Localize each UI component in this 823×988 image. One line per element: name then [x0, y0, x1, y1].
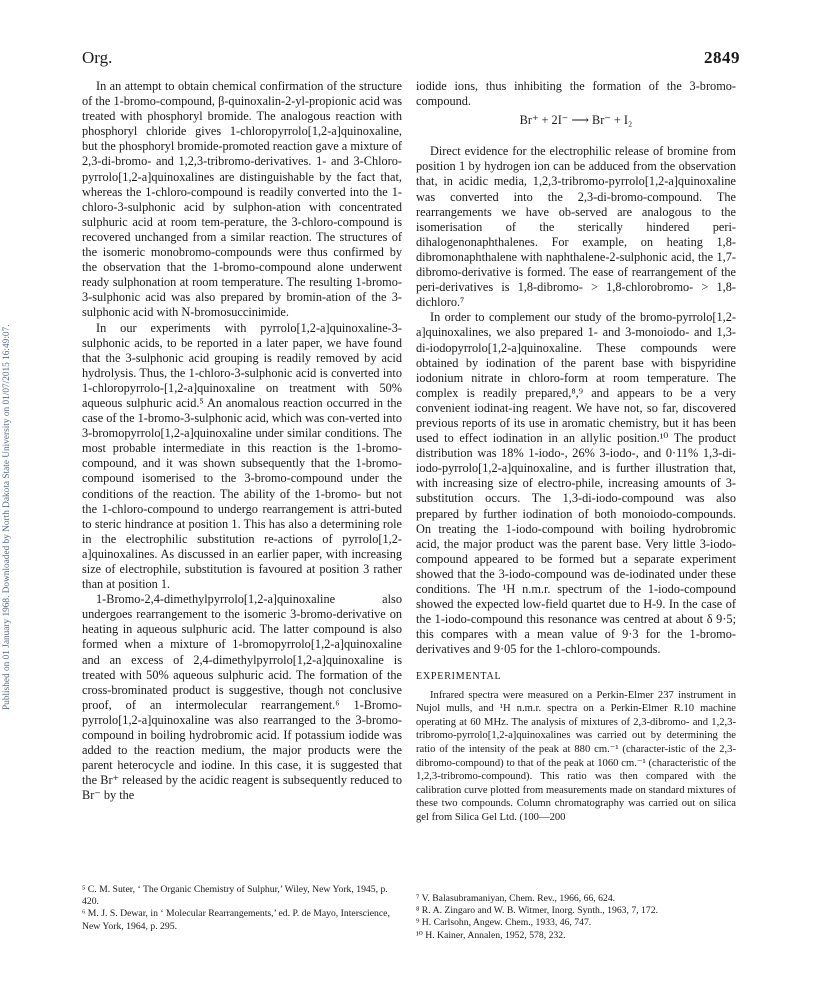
- footnotes-left: [82, 884, 404, 933]
- download-notice: Published on 01 January 1968. Downloaded by North Dakota State University on 01/07/2015 16:49:07.: [2, 324, 12, 710]
- footnote: ⁷ V. Balasubramaniyan, Chem. Rev., 1966, 66, 624.: [416, 893, 616, 904]
- section-heading-experimental: EXPERIMENTAL: [416, 671, 502, 683]
- footnote: ⁵ C. M. Suter, ‘ The Organic Chemistry of Sulphur,’ Wiley, New York, 1945, p. 420.: [82, 884, 388, 908]
- footnote: ⁹ H. Carlsohn, Angew. Chem., 1933, 46, 747.: [416, 917, 592, 929]
- paragraph: 1-Bromo-2,4-dimethylpyrrolo[1,2-a]quinoxaline also undergoes rearrangement to the isomeric 3-bromo-derivative on heating in aqueous sulphuric acid. The latter compound is also formed when a mixture of 1-bromopyrrolo[1,2-a]quinoxaline and an excess of 2,4-dimethylpyrrolo[1,2-a]quinoxaline is treated with 50% aqueous sulphuric acid. The formation of the cross-brominated product is suggestive, though not conclusive proof, of an intermolecular rearrangement.⁶ 1-Bromo-pyrrolo[1,2-a]quinoxaline was also rearranged to the 3-bromo-compound in boiling hydrobromic acid. If potassium iodide was added to the reaction medium, the major products were the parent heterocycle and iodine. In this case, it is suggested that the Br⁺ released by the acidic reagent is subsequently reduced to Br⁻ by the: [82, 592, 402, 803]
- paragraph: In order to complement our study of the bromo-pyrrolo[1,2-a]quinoxalines, we also prepared 1- and 3-monoiodo- and 1,3-di-iodopyrrolo[1,2-a]quinoxaline. These compounds were obtained by iodination of the parent base with bispyridine iodonium nitrate in chloro-form at room temperature. The complex is readily prepared,⁸,⁹ and appears to be a very convenient iodinat-ing reagent. We have not, so far, discovered previous reports of its use in aromatic chemistry, but it has been used to effect iodination in an allylic position.¹⁰ The product distribution was 18% 1-iodo-, 26% 3-iodo-, and 0·11% 1,3-di-iodo-pyrrolo[1,2-a]quinoxaline, and is further illustration that, with increasing size of electro-phile, increasing amounts of 3-substitution occurs. The 1,3-di-iodo-compound was also prepared by further iodination of both monoiodo-compounds. On treating the 1-iodo-compound with boiling hydrobromic acid, the major product was the parent base. Very little 3-iodo-compound appeared to be formed but a separate experiment showed that the 3-iodo-compound was de-iodinated under these conditions. The ¹H n.m.r. spectrum of the 1-iodo-compound showed the expected low-field quartet due to H-9. In the case of the 1-iodo-compound this resonance was centred at about δ 9·5; this compares with a mean value of 9·3 for the 1-bromo-derivatives and 9·05 for the 1-chloro-compounds.: [416, 310, 736, 657]
- paragraph: In an attempt to obtain chemical confirmation of the structure of the 1-bromo-compound, β-quinoxalin-2-yl-propionic acid was treated with phosphoryl bromide. The analogous reaction with phosphoryl chloride gives 1-chloropyrrolo[1,2-a]quinoxaline, but the phosphoryl bromide-promoted reaction gave a mixture of 2,3-di-bromo- and 1,2,3-tribromo-derivatives. 1- and 3-Chloro-pyrrolo[1,2-a]quinoxalines are distinguishable by the fact that, whereas the 1-chloro-compound is readily converted into the 1-chloro-3-sulphonic acid by sulphon-ation with concentrated sulphuric acid at room tem-perature, the 3-chloro-compound is recovered unchanged from a similar reaction. The structures of the isomeric monobromo-compounds were thus confirmed by the observation that the 1-bromo-compound alone underwent ready sulphonation at room temperature. The resulting 1-bromo-3-sulphonic acid was also prepared by bromin-ation of the 3-sulphonic acid with N-bromosuccinimide.: [82, 79, 402, 320]
- footnote: ⁶ M. J. S. Dewar, in ‘ Molecular Rearrangements,’ ed. P. de Mayo, Interscience, New York, 1964, p. 295.: [82, 908, 390, 932]
- paragraph: In our experiments with pyrrolo[1,2-a]quinoxaline-3-sulphonic acids, to be reported in a later paper, we have found that the 3-sulphonic acid grouping is readily removed by acid hydrolysis. Thus, the 1-chloro-3-sulphonic acid is converted into 1-chloropyrrolo-[1,2-a]quinoxaline on treatment with 50% aqueous sulphuric acid.⁵ An anomalous reaction occurred in the case of the 1-bromo-3-sulphonic acid, which was con-verted into 3-bromopyrrolo[1,2-a]quinoxaline under similar conditions. The most probable intermediate in this reaction is the 1-bromo-compound, and it was shown subsequently that the 1-bromo-compound isomerised to the 3-bromo-compound under the conditions of the reaction. The ability of the 1-bromo- but not the 1-chloro-compound to undergo rearrangement is attri-buted to steric hindrance at position 1. This has also a determining role in the electrophilic substitution re-actions of pyrrolo[1,2-a]quinoxalines. As discussed in an earlier paper, with increasing size of electrophile, substitution is favoured at position 3 rather than at position 1.: [82, 320, 402, 592]
- reaction-equation: Br⁺ + 2I⁻ ⟶ Br⁻ + I₂: [519, 113, 633, 128]
- page-number: 2849: [704, 48, 740, 67]
- footnotes-right: [416, 893, 746, 942]
- footnote: ¹⁰ H. Kainer, Annalen, 1952, 578, 232.: [416, 929, 566, 941]
- download-watermark: [2, 150, 16, 710]
- journal-name: Org.: [82, 48, 113, 67]
- left-column: [82, 79, 402, 804]
- paragraph-continuation: iodide ions, thus inhibiting the formation of the 3-bromo-compound.: [416, 79, 736, 109]
- footnote: ⁸ R. A. Zingaro and W. B. Witmer, Inorg. Synth., 1963, 7, 172.: [416, 905, 658, 917]
- experimental-paragraph: Infrared spectra were measured on a Perkin-Elmer 237 instrument in Nujol mulls, and ¹H n.m.r. spectra on a Perkin-Elmer R.10 machine operating at 60 MHz. The analysis of mixtures of 2,3-dibromo- and 1,2,3-tribromo-pyrrolo[1,2-a]quinoxalines was carried out by determining the ratio of the intensity of the peak at 880 cm.⁻¹ (character-istic of the 2,3-dibromo-compound) to that of the peak at 1060 cm.⁻¹ (characteristic of the 1,2,3-tribromo-compound). This ratio was then compared with the calibration curve plotted from measurements made on standard mixtures of these two compounds. Column chromatography was carried out on silica gel from Silica Gel Ltd. (100—200: [416, 689, 736, 823]
- paragraph: Direct evidence for the electrophilic release of bromine from position 1 by hydrogen ion can be adduced from the observation that, in acidic media, 1,2,3-tribromo-pyrrolo[1,2-a]quinoxaline was converted into the 2,3-di-bromo-compound. The rearrangements we have ob-served are analogous to the isomerisation of the sterically hindered peri-dihalogenonaphthalenes. For example, on heating 1,8-dibromonaphthalene with naphthalene-2-sulphonic acid, the 1,7-dibromo-derivative is formed. The ease of rearrangement of the peri-derivatives is 1,8-dibromo- > 1,8-chlorobromo- > 1,8-dichloro.⁷: [416, 144, 736, 310]
- right-column: [416, 79, 736, 825]
